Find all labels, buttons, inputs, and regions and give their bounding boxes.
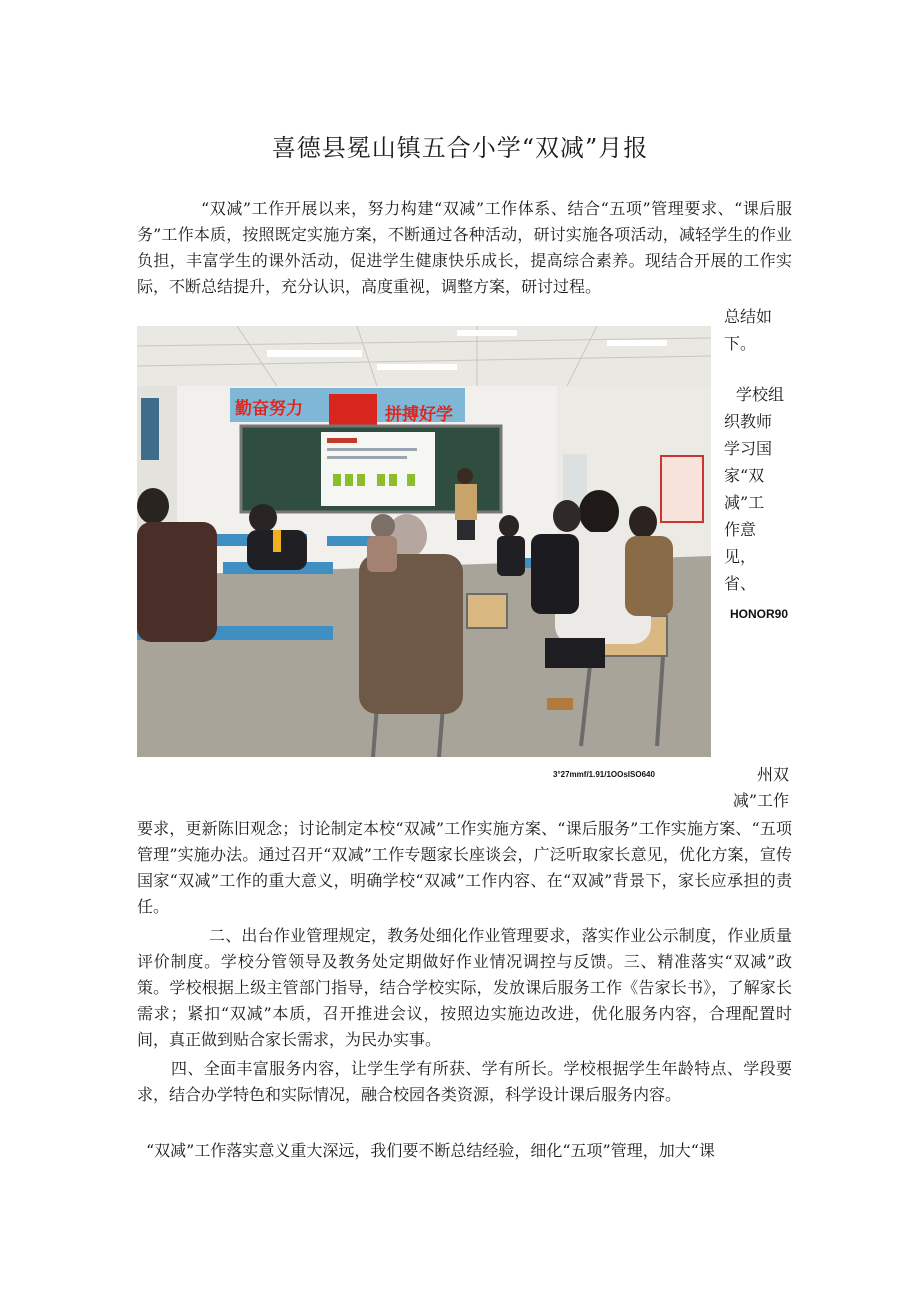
camera-watermark-brand: HONOR90	[730, 607, 789, 621]
camera-watermark-exif: 3°27mmf/1.91/1OOsISO640	[553, 770, 655, 779]
side-line: 省、	[724, 574, 757, 593]
after-photo-line-2: 减”工作	[732, 791, 789, 810]
side-line: 学习国	[724, 439, 773, 458]
side-text-column	[724, 303, 794, 597]
paragraph-4: 四、全面丰富服务内容，让学生学有所获、学有所长。学校根据学生年龄特点、学段要求，结合办学特色和实际情况，融合校园各类资源，科学设计课后服务内容。	[137, 1059, 792, 1104]
side-line: 见，	[724, 547, 757, 566]
side-line: 总结如	[724, 307, 773, 326]
side-line: 减”工	[724, 493, 765, 512]
side-line: 学校组	[736, 385, 785, 404]
paragraph-3: 二、出台作业管理规定，教务处细化作业管理要求，落实作业公示制度，作业质量评价制度。学校分管领导及教务处定期做好作业情况调控与反馈。三、精准落实“双减”政策。学校根据上级主管部门指导，结合学校实际，发放课后服务工作《告家长书》，了解家长需求；紧扣“双减”本质，召开推进会议，按照边实施边改进，优化服务内容，合理配置时间，真正做到贴合家长需求，为民办实事。	[137, 926, 792, 1049]
banner-right-text: 拼搏好学	[385, 405, 453, 425]
classroom-photo	[137, 326, 711, 757]
page-title: 喜德县冕山镇五合小学“双减”月报	[271, 134, 649, 162]
banner-left-text: 勤奋努力	[235, 399, 303, 419]
paragraph-2: 要求，更新陈旧观念；讨论制定本校“双减”工作实施方案、“课后服务”工作实施方案、“五项管理”实施办法。通过召开“双减”工作专题家长座谈会，广泛听取家长意见，优化方案，宣传国家“双减”工作的重大意义，明确学校“双减”工作内容、在“双减”背景下，家长应承担的责任。	[137, 819, 792, 916]
side-line: 家“双	[724, 466, 765, 485]
side-line: 织教师	[724, 412, 773, 431]
side-line: 作意	[724, 520, 757, 539]
side-line: 下。	[724, 334, 757, 353]
after-photo-line-1: 州双	[756, 765, 789, 784]
paragraph-5: “双减”工作落实意义重大深远，我们要不断总结经验，细化“五项”管理，加大“课	[146, 1141, 715, 1160]
intro-paragraph: “双减”工作开展以来，努力构建“双减”工作体系、结合“五项”管理要求、“课后服务”工作本质，按照既定实施方案，不断通过各种活动，研讨实施各项活动，减轻学生的作业负担，丰富学生的课外活动，促进学生健康快乐成长，提高综合素养。现结合开展的工作实际，不断总结提升，充分认识，高度重视，调整方案，研讨过程。	[137, 199, 792, 296]
side-line	[724, 357, 794, 381]
